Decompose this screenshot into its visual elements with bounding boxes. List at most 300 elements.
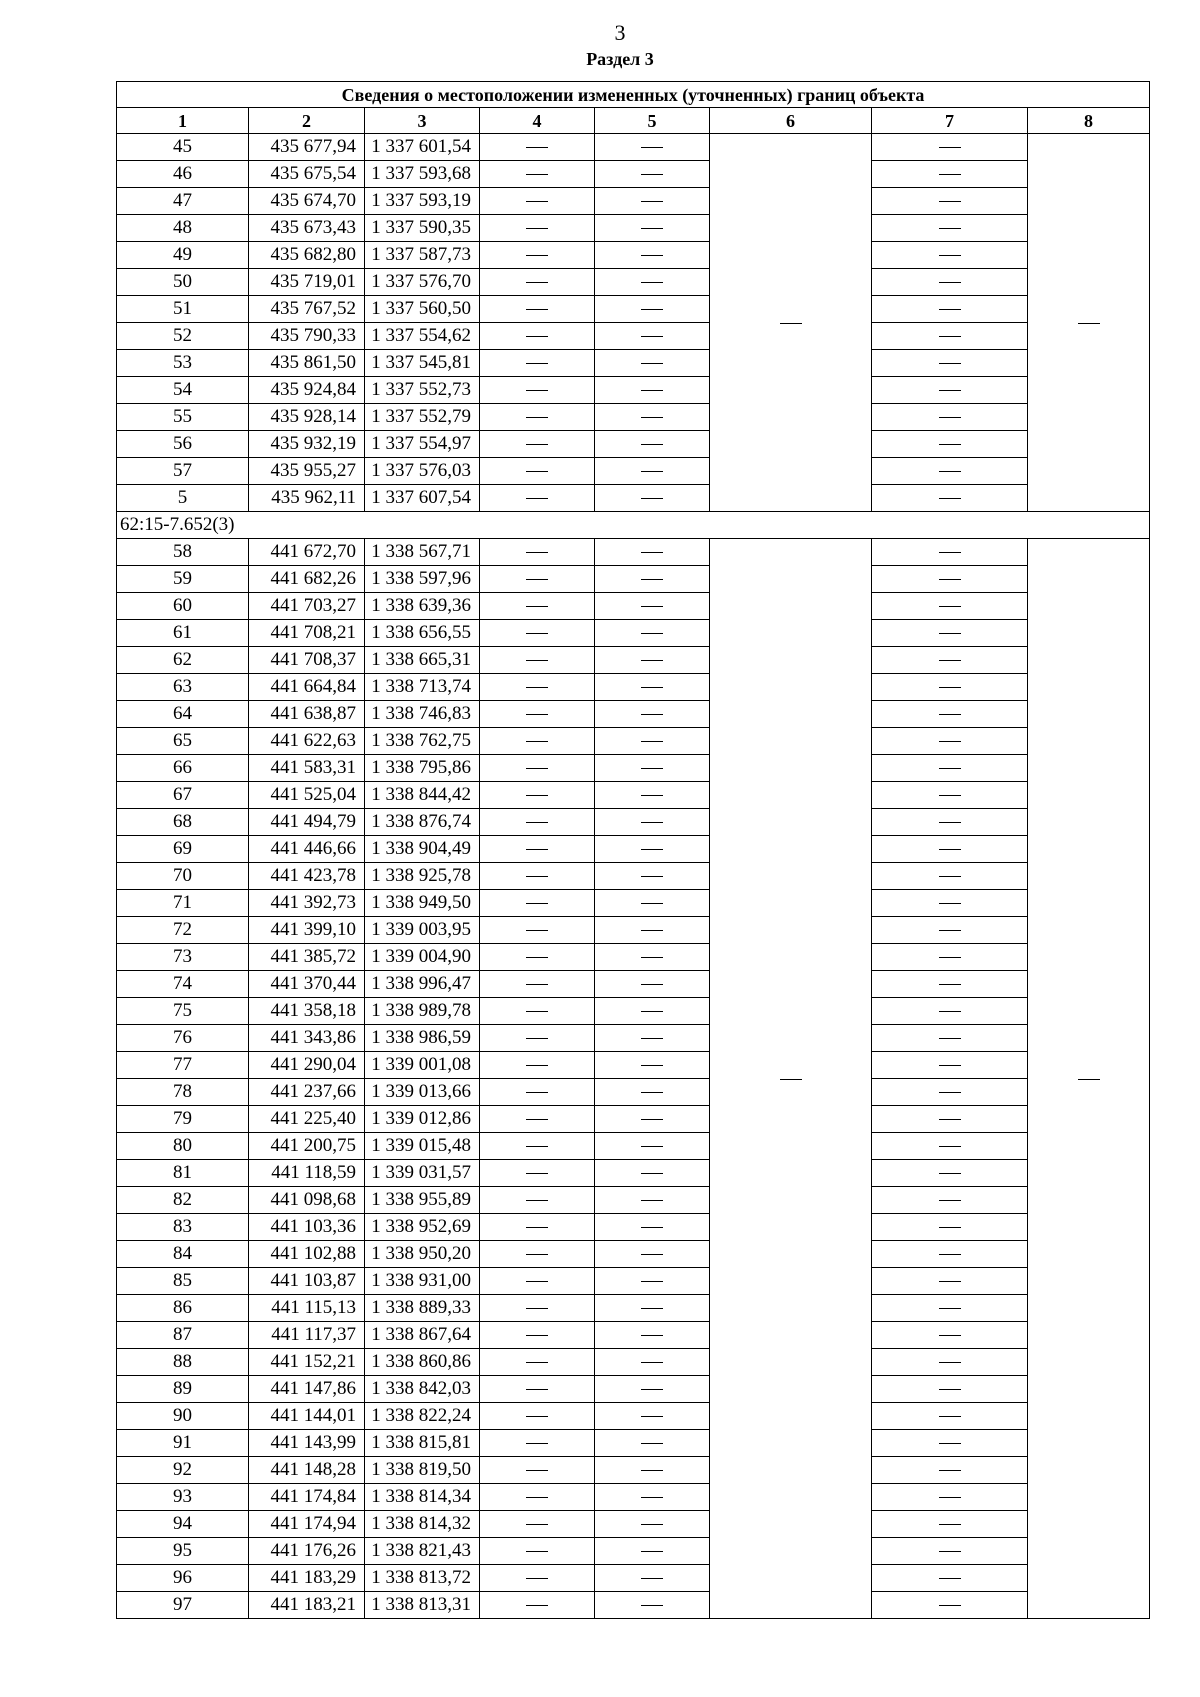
table-row	[117, 1268, 1150, 1295]
dash-mark	[526, 1011, 548, 1012]
dash-mark	[526, 957, 548, 958]
point-number-cell: 53	[117, 350, 249, 377]
dash-mark	[939, 1200, 961, 1201]
empty-value-cell	[872, 809, 1028, 836]
empty-value-cell	[480, 1160, 595, 1187]
point-number-cell: 60	[117, 593, 249, 620]
dash-mark	[939, 1254, 961, 1255]
x-coordinate-cell: 441 708,37	[249, 647, 365, 674]
empty-value-cell	[872, 1565, 1028, 1592]
empty-value-cell	[480, 1349, 595, 1376]
point-number-cell: 71	[117, 890, 249, 917]
table-row	[117, 755, 1150, 782]
y-coordinate-cell: 1 339 003,95	[365, 917, 480, 944]
dash-mark	[939, 1146, 961, 1147]
y-coordinate-cell: 1 338 597,96	[365, 566, 480, 593]
point-number-cell: 48	[117, 215, 249, 242]
empty-value-cell	[480, 782, 595, 809]
x-coordinate-cell: 435 928,14	[249, 404, 365, 431]
x-coordinate-cell: 441 638,87	[249, 701, 365, 728]
dash-mark	[526, 1227, 548, 1228]
dash-mark	[526, 1389, 548, 1390]
dash-mark	[526, 174, 548, 175]
y-coordinate-cell: 1 338 904,49	[365, 836, 480, 863]
table-row	[117, 1187, 1150, 1214]
table-row	[117, 836, 1150, 863]
x-coordinate-cell: 441 622,63	[249, 728, 365, 755]
column-number: 4	[480, 108, 595, 134]
parcel-label-row	[117, 512, 1150, 539]
section-title: Раздел 3	[586, 49, 654, 69]
x-coordinate-cell: 435 674,70	[249, 188, 365, 215]
empty-value-cell	[1028, 134, 1150, 512]
empty-value-cell	[872, 296, 1028, 323]
dash-mark	[939, 471, 961, 472]
empty-value-cell	[480, 1025, 595, 1052]
empty-value-cell	[480, 1592, 595, 1619]
x-coordinate-cell: 441 385,72	[249, 944, 365, 971]
table-row	[117, 1484, 1150, 1511]
empty-value-cell	[480, 701, 595, 728]
point-number-cell: 89	[117, 1376, 249, 1403]
y-coordinate-cell: 1 338 876,74	[365, 809, 480, 836]
x-coordinate-cell: 441 102,88	[249, 1241, 365, 1268]
dash-mark	[641, 1254, 663, 1255]
dash-mark	[641, 255, 663, 256]
dash-mark	[526, 822, 548, 823]
x-coordinate-cell: 441 225,40	[249, 1106, 365, 1133]
dash-mark	[939, 1119, 961, 1120]
x-coordinate-cell: 435 673,43	[249, 215, 365, 242]
empty-value-cell	[480, 1106, 595, 1133]
dash-mark	[939, 1443, 961, 1444]
point-number-cell: 57	[117, 458, 249, 485]
empty-value-cell	[480, 485, 595, 512]
empty-value-cell	[595, 1538, 710, 1565]
point-number-cell: 87	[117, 1322, 249, 1349]
x-coordinate-cell: 441 174,84	[249, 1484, 365, 1511]
dash-mark	[641, 1119, 663, 1120]
table-row	[117, 1214, 1150, 1241]
empty-value-cell	[872, 1592, 1028, 1619]
empty-value-cell	[480, 1268, 595, 1295]
empty-value-cell	[595, 620, 710, 647]
table-row	[117, 1052, 1150, 1079]
dash-mark	[641, 282, 663, 283]
empty-value-cell	[595, 1403, 710, 1430]
x-coordinate-cell: 441 174,94	[249, 1511, 365, 1538]
point-number-cell: 65	[117, 728, 249, 755]
table-row	[117, 215, 1150, 242]
point-number-cell: 92	[117, 1457, 249, 1484]
table-row	[117, 377, 1150, 404]
column-number: 2	[249, 108, 365, 134]
dash-mark	[1078, 1079, 1100, 1080]
y-coordinate-cell: 1 337 554,97	[365, 431, 480, 458]
table-row	[117, 863, 1150, 890]
empty-value-cell	[872, 1106, 1028, 1133]
table-row	[117, 1592, 1150, 1619]
x-coordinate-cell: 441 237,66	[249, 1079, 365, 1106]
dash-mark	[526, 579, 548, 580]
dash-mark	[939, 1470, 961, 1471]
x-coordinate-cell: 435 861,50	[249, 350, 365, 377]
x-coordinate-cell: 441 423,78	[249, 863, 365, 890]
dash-mark	[939, 660, 961, 661]
empty-value-cell	[480, 863, 595, 890]
empty-value-cell	[480, 998, 595, 1025]
dash-mark	[526, 1281, 548, 1282]
table-row	[117, 1322, 1150, 1349]
dash-mark	[939, 606, 961, 607]
empty-value-cell	[480, 1214, 595, 1241]
dash-mark	[641, 201, 663, 202]
dash-mark	[526, 1362, 548, 1363]
table-row	[117, 890, 1150, 917]
point-number-cell: 47	[117, 188, 249, 215]
column-number: 8	[1028, 108, 1150, 134]
dash-mark	[939, 1065, 961, 1066]
empty-value-cell	[480, 836, 595, 863]
x-coordinate-cell: 441 115,13	[249, 1295, 365, 1322]
y-coordinate-cell: 1 337 576,03	[365, 458, 480, 485]
dash-mark	[526, 1416, 548, 1417]
table-row	[117, 674, 1150, 701]
x-coordinate-cell: 441 148,28	[249, 1457, 365, 1484]
point-number-cell: 67	[117, 782, 249, 809]
empty-value-cell	[872, 1430, 1028, 1457]
y-coordinate-cell: 1 338 567,71	[365, 539, 480, 566]
empty-value-cell	[595, 134, 710, 161]
empty-value-cell	[480, 647, 595, 674]
dash-mark	[939, 687, 961, 688]
parcel-label: 62:15-7.652(3)	[117, 512, 1150, 539]
point-number-cell: 93	[117, 1484, 249, 1511]
table-row	[117, 188, 1150, 215]
dash-mark	[939, 1524, 961, 1525]
empty-value-cell	[595, 836, 710, 863]
point-number-cell: 73	[117, 944, 249, 971]
empty-value-cell	[595, 1295, 710, 1322]
x-coordinate-cell: 441 708,21	[249, 620, 365, 647]
dash-mark	[641, 795, 663, 796]
dash-mark	[526, 552, 548, 553]
empty-value-cell	[480, 1052, 595, 1079]
empty-value-cell	[872, 242, 1028, 269]
dash-mark	[939, 984, 961, 985]
y-coordinate-cell: 1 338 931,00	[365, 1268, 480, 1295]
dash-mark	[939, 822, 961, 823]
y-coordinate-cell: 1 338 986,59	[365, 1025, 480, 1052]
point-number-cell: 86	[117, 1295, 249, 1322]
table-row	[117, 917, 1150, 944]
dash-mark	[641, 1443, 663, 1444]
table-row	[117, 728, 1150, 755]
dash-mark	[641, 579, 663, 580]
point-number-cell: 70	[117, 863, 249, 890]
table-row	[117, 593, 1150, 620]
dash-mark	[641, 1173, 663, 1174]
dash-mark	[526, 471, 548, 472]
dash-mark	[526, 336, 548, 337]
y-coordinate-cell: 1 338 952,69	[365, 1214, 480, 1241]
dash-mark	[526, 147, 548, 148]
x-coordinate-cell: 441 103,87	[249, 1268, 365, 1295]
empty-value-cell	[480, 377, 595, 404]
dash-mark	[939, 255, 961, 256]
dash-mark	[1078, 323, 1100, 324]
empty-value-cell	[872, 998, 1028, 1025]
dash-mark	[526, 498, 548, 499]
column-number: 6	[710, 108, 872, 134]
y-coordinate-cell: 1 337 552,79	[365, 404, 480, 431]
table-row	[117, 971, 1150, 998]
empty-value-cell	[480, 1241, 595, 1268]
table-row	[117, 1430, 1150, 1457]
y-coordinate-cell: 1 337 601,54	[365, 134, 480, 161]
x-coordinate-cell: 435 677,94	[249, 134, 365, 161]
empty-value-cell	[872, 863, 1028, 890]
point-number-cell: 80	[117, 1133, 249, 1160]
empty-value-cell	[872, 1484, 1028, 1511]
dash-mark	[641, 1578, 663, 1579]
empty-value-cell	[595, 1133, 710, 1160]
empty-value-cell	[872, 836, 1028, 863]
y-coordinate-cell: 1 339 012,86	[365, 1106, 480, 1133]
dash-mark	[939, 390, 961, 391]
point-number-cell: 72	[117, 917, 249, 944]
point-number-cell: 82	[117, 1187, 249, 1214]
y-coordinate-cell: 1 338 762,75	[365, 728, 480, 755]
y-coordinate-cell: 1 338 950,20	[365, 1241, 480, 1268]
empty-value-cell	[480, 134, 595, 161]
empty-value-cell	[480, 539, 595, 566]
empty-value-cell	[595, 1052, 710, 1079]
empty-value-cell	[480, 296, 595, 323]
x-coordinate-cell: 441 183,21	[249, 1592, 365, 1619]
empty-value-cell	[480, 728, 595, 755]
y-coordinate-cell: 1 338 821,43	[365, 1538, 480, 1565]
dash-mark	[641, 1551, 663, 1552]
dash-mark	[526, 1578, 548, 1579]
empty-value-cell	[595, 674, 710, 701]
x-coordinate-cell: 435 924,84	[249, 377, 365, 404]
dash-mark	[526, 1551, 548, 1552]
empty-value-cell	[480, 404, 595, 431]
dash-mark	[641, 849, 663, 850]
dash-mark	[641, 876, 663, 877]
empty-value-cell	[595, 323, 710, 350]
x-coordinate-cell: 441 664,84	[249, 674, 365, 701]
empty-value-cell	[595, 1187, 710, 1214]
empty-value-cell	[480, 242, 595, 269]
empty-value-cell	[872, 1187, 1028, 1214]
y-coordinate-cell: 1 338 844,42	[365, 782, 480, 809]
empty-value-cell	[872, 539, 1028, 566]
y-coordinate-cell: 1 337 607,54	[365, 485, 480, 512]
dash-mark	[939, 1281, 961, 1282]
empty-value-cell	[595, 1484, 710, 1511]
empty-value-cell	[872, 485, 1028, 512]
dash-mark	[641, 741, 663, 742]
table-row	[117, 620, 1150, 647]
empty-value-cell	[480, 431, 595, 458]
empty-value-cell	[872, 1268, 1028, 1295]
table-row	[117, 1565, 1150, 1592]
empty-value-cell	[872, 377, 1028, 404]
y-coordinate-cell: 1 338 996,47	[365, 971, 480, 998]
dash-mark	[939, 1173, 961, 1174]
dash-mark	[526, 1038, 548, 1039]
y-coordinate-cell: 1 338 814,32	[365, 1511, 480, 1538]
table-row	[117, 161, 1150, 188]
empty-value-cell	[480, 1538, 595, 1565]
dash-mark	[526, 1092, 548, 1093]
empty-value-cell	[595, 296, 710, 323]
table-row	[117, 701, 1150, 728]
empty-value-cell	[872, 1241, 1028, 1268]
dash-mark	[641, 822, 663, 823]
empty-value-cell	[595, 728, 710, 755]
y-coordinate-cell: 1 337 560,50	[365, 296, 480, 323]
y-coordinate-cell: 1 338 639,36	[365, 593, 480, 620]
empty-value-cell	[480, 1322, 595, 1349]
x-coordinate-cell: 435 932,19	[249, 431, 365, 458]
table-row	[117, 944, 1150, 971]
empty-value-cell	[480, 971, 595, 998]
empty-value-cell	[872, 269, 1028, 296]
empty-value-cell	[872, 1133, 1028, 1160]
empty-value-cell	[595, 1160, 710, 1187]
dash-mark	[641, 471, 663, 472]
dash-mark	[526, 1200, 548, 1201]
dash-mark	[526, 1146, 548, 1147]
empty-value-cell	[872, 1214, 1028, 1241]
x-coordinate-cell: 441 152,21	[249, 1349, 365, 1376]
y-coordinate-cell: 1 338 656,55	[365, 620, 480, 647]
point-number-cell: 68	[117, 809, 249, 836]
dash-mark	[939, 1389, 961, 1390]
x-coordinate-cell: 441 446,66	[249, 836, 365, 863]
dash-mark	[939, 147, 961, 148]
empty-value-cell	[480, 1079, 595, 1106]
y-coordinate-cell: 1 337 576,70	[365, 269, 480, 296]
point-number-cell: 55	[117, 404, 249, 431]
dash-mark	[526, 444, 548, 445]
dash-mark	[526, 633, 548, 634]
dash-mark	[641, 957, 663, 958]
point-number-cell: 74	[117, 971, 249, 998]
y-coordinate-cell: 1 338 842,03	[365, 1376, 480, 1403]
y-coordinate-cell: 1 339 031,57	[365, 1160, 480, 1187]
x-coordinate-cell: 441 494,79	[249, 809, 365, 836]
empty-value-cell	[480, 1511, 595, 1538]
point-number-cell: 46	[117, 161, 249, 188]
empty-value-cell	[480, 566, 595, 593]
dash-mark	[641, 417, 663, 418]
y-coordinate-cell: 1 338 665,31	[365, 647, 480, 674]
empty-value-cell	[872, 1052, 1028, 1079]
empty-value-cell	[480, 917, 595, 944]
dash-mark	[641, 1011, 663, 1012]
table-row	[117, 647, 1150, 674]
empty-value-cell	[595, 1079, 710, 1106]
dash-mark	[780, 323, 802, 324]
table-row	[117, 998, 1150, 1025]
empty-value-cell	[872, 1457, 1028, 1484]
x-coordinate-cell: 441 147,86	[249, 1376, 365, 1403]
dash-mark	[526, 768, 548, 769]
dash-mark	[526, 1605, 548, 1606]
y-coordinate-cell: 1 338 713,74	[365, 674, 480, 701]
boundary-coordinates-table	[116, 81, 1150, 1619]
dash-mark	[641, 498, 663, 499]
table-row	[117, 242, 1150, 269]
dash-mark	[641, 444, 663, 445]
empty-value-cell	[872, 134, 1028, 161]
empty-value-cell	[872, 404, 1028, 431]
x-coordinate-cell: 441 682,26	[249, 566, 365, 593]
table-row	[117, 1160, 1150, 1187]
point-number-cell: 81	[117, 1160, 249, 1187]
dash-mark	[641, 228, 663, 229]
empty-value-cell	[480, 215, 595, 242]
empty-value-cell	[480, 809, 595, 836]
point-number-cell: 88	[117, 1349, 249, 1376]
y-coordinate-cell: 1 339 015,48	[365, 1133, 480, 1160]
empty-value-cell	[595, 1592, 710, 1619]
empty-value-cell	[872, 188, 1028, 215]
dash-mark	[780, 1079, 802, 1080]
dash-mark	[641, 552, 663, 553]
x-coordinate-cell: 441 370,44	[249, 971, 365, 998]
empty-value-cell	[710, 134, 872, 512]
column-number-row	[117, 108, 1150, 134]
y-coordinate-cell: 1 338 813,31	[365, 1592, 480, 1619]
dash-mark	[526, 1173, 548, 1174]
point-number-cell: 5	[117, 485, 249, 512]
y-coordinate-cell: 1 338 795,86	[365, 755, 480, 782]
point-number-cell: 59	[117, 566, 249, 593]
point-number-cell: 97	[117, 1592, 249, 1619]
empty-value-cell	[595, 701, 710, 728]
table-row	[117, 323, 1150, 350]
empty-value-cell	[480, 1565, 595, 1592]
dash-mark	[526, 714, 548, 715]
point-number-cell: 96	[117, 1565, 249, 1592]
table-row	[117, 296, 1150, 323]
empty-value-cell	[595, 566, 710, 593]
point-number-cell: 52	[117, 323, 249, 350]
x-coordinate-cell: 441 399,10	[249, 917, 365, 944]
dash-mark	[641, 903, 663, 904]
y-coordinate-cell: 1 337 552,73	[365, 377, 480, 404]
empty-value-cell	[595, 971, 710, 998]
empty-value-cell	[595, 1106, 710, 1133]
empty-value-cell	[595, 188, 710, 215]
dash-mark	[526, 417, 548, 418]
dash-mark	[526, 390, 548, 391]
dash-mark	[641, 633, 663, 634]
empty-value-cell	[872, 890, 1028, 917]
dash-mark	[939, 1605, 961, 1606]
table-row	[117, 458, 1150, 485]
dash-mark	[939, 1578, 961, 1579]
x-coordinate-cell: 435 767,52	[249, 296, 365, 323]
x-coordinate-cell: 441 525,04	[249, 782, 365, 809]
x-coordinate-cell: 441 290,04	[249, 1052, 365, 1079]
empty-value-cell	[595, 1457, 710, 1484]
